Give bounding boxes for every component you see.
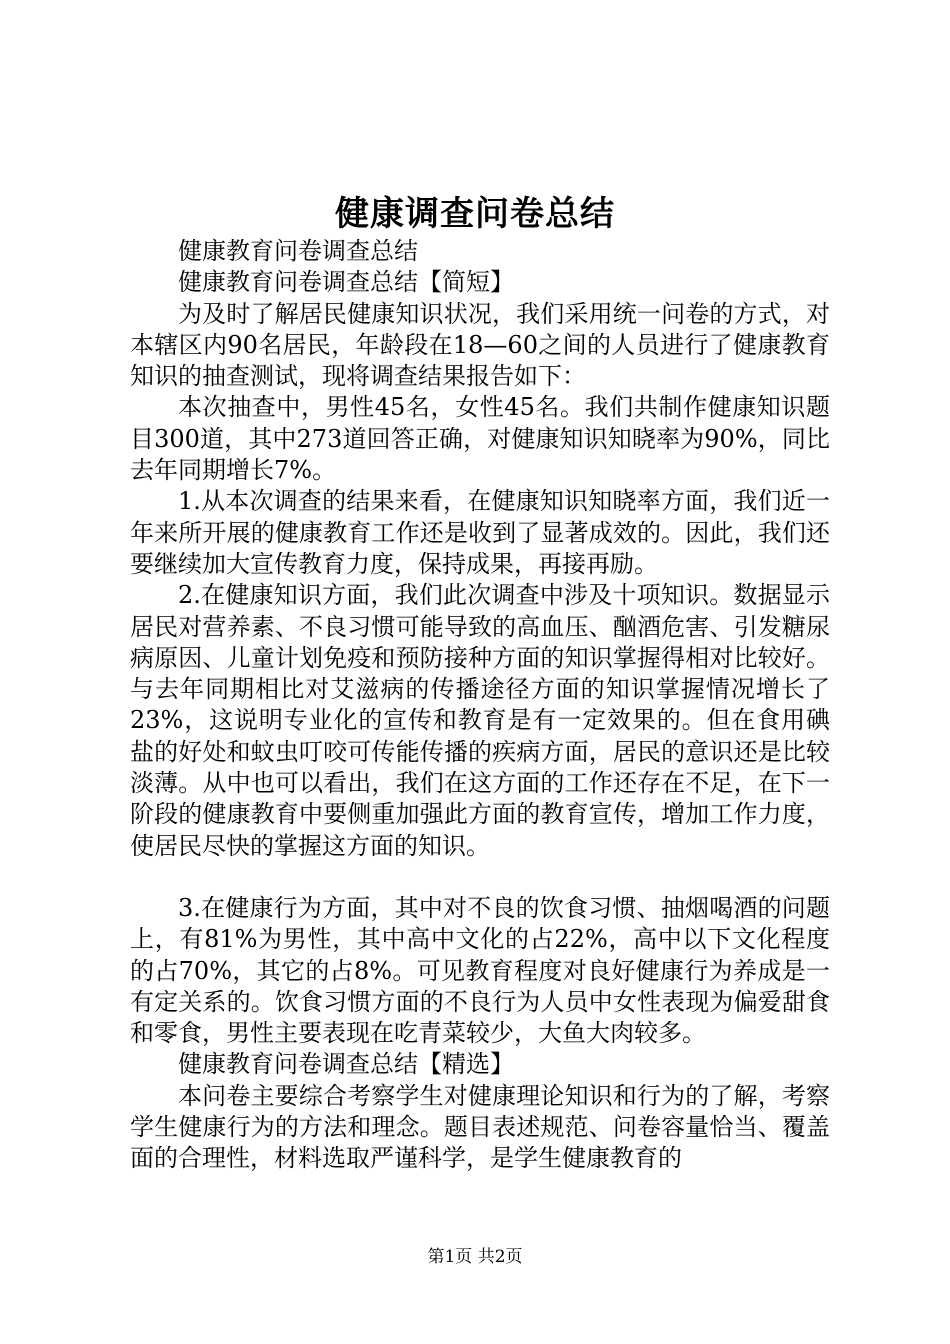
paragraph-intro: 为及时了解居民健康知识状况，我们采用统一问卷的方式，对本辖区内90名居民，年龄段在18—60之间的人员进行了健康教育知识的抽查测试，现将调查结果报告如下：: [130, 299, 830, 391]
paragraph-sample: 本次抽查中，男性45名，女性45名。我们共制作健康知识题目300道，其中273道回答正确，对健康知识知晓率为90%，同比去年同期增长7%。: [130, 393, 830, 485]
document-title: 健康调查问卷总结: [335, 194, 615, 234]
document-body: [130, 236, 830, 1175]
paragraph-point-1: 1.从本次调查的结果来看，在健康知识知晓率方面，我们近一年来所开展的健康教育工作还是收到了显著成效的。因此，我们还要继续加大宣传教育力度，保持成果，再接再励。: [130, 487, 830, 578]
paragraph-point-2: 2.在健康知识方面，我们此次调查中涉及十项知识。数据显示居民对营养素、不良习惯可能导致的高血压、酗酒危害、引发糖尿病原因、儿童计划免疫和预防接种方面的知识掌握得相对比较好。与去年同期相比对艾滋病的传播途径方面的知识掌握情况增长了23%，这说明专业化的宣传和教育是有一定效果的。但在食用碘盐的好处和蚊虫叮咬可传能传播的疾病方面，居民的意识还是比较淡薄。从中也可以看出，我们在这方面的工作还存在不足，在下一阶段的健康教育中要侧重加强此方面的教育宣传，增加工作力度，使居民尽快的掌握这方面的知识。: [130, 581, 830, 860]
paragraph-summary: 本问卷主要综合考察学生对健康理论知识和行为的了解，考察学生健康行为的方法和理念。题目表述规范、问卷容量恰当、覆盖面的合理性，材料选取严谨科学，是学生健康教育的: [130, 1081, 830, 1173]
paragraph-heading-1: 健康教育问卷调查总结: [178, 237, 418, 265]
page-footer: 第1页 共2页: [427, 1247, 523, 1267]
paragraph-heading-2: 健康教育问卷调查总结【简短】: [178, 268, 514, 297]
paragraph-heading-3: 健康教育问卷调查总结【精选】: [178, 1050, 514, 1079]
paragraph-point-3: 3.在健康行为方面，其中对不良的饮食习惯、抽烟喝酒的问题上，有81%为男性，其中高中文化的占22%，高中以下文化程度的占70%，其它的占8%。可见教育程度对良好健康行为养成是一有定关系的。饮食习惯方面的不良行为人员中女性表现为偏爱甜食和零食，男性主要表现在吃青菜较少，大鱼大肉较多。: [130, 893, 830, 1048]
